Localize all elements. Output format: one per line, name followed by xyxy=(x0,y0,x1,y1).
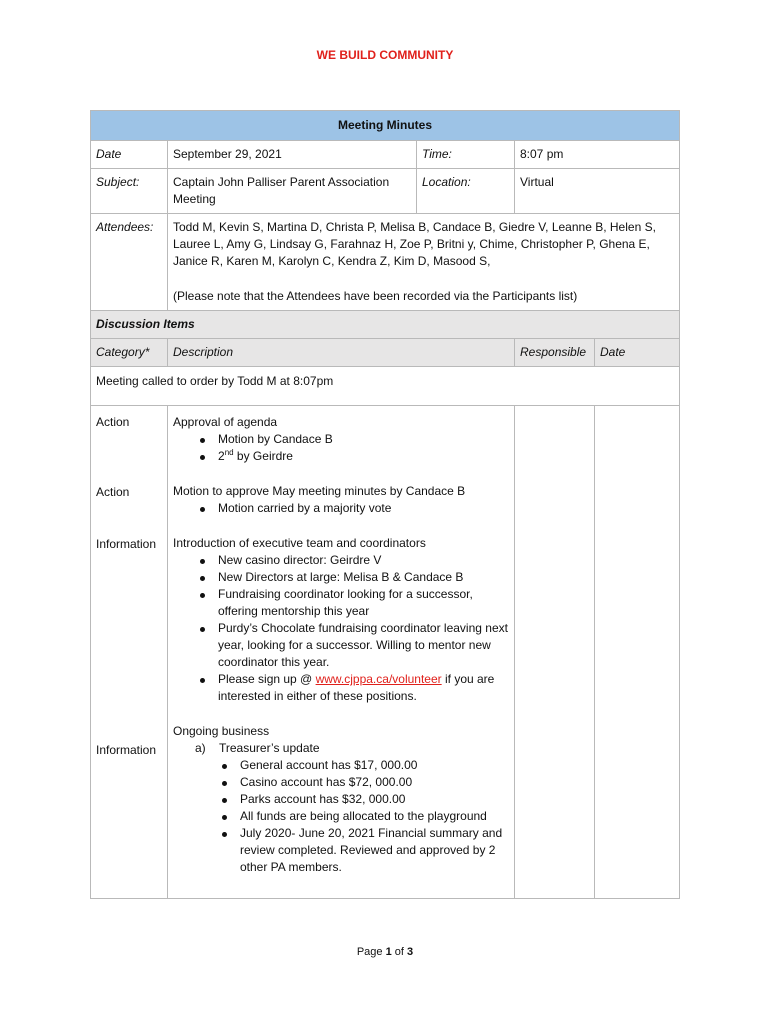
location-value: Virtual xyxy=(515,169,680,214)
col-responsible: Responsible xyxy=(515,339,595,367)
list-item: Fundraising coordinator looking for a successor, offering mentorship this year xyxy=(193,586,509,620)
called-to-order: Meeting called to order by Todd M at 8:07pm xyxy=(91,367,680,406)
list-item: New casino director: Geirdre V xyxy=(193,552,509,569)
col-date: Date xyxy=(595,339,680,367)
time-label: Time: xyxy=(417,141,515,169)
list-item: Purdy’s Chocolate fundraising coordinator leaving next year, looking for a successor. Willing to mentor new coordinator this year. xyxy=(193,620,509,671)
location-label: Location: xyxy=(417,169,515,214)
treasurer-item: a) Treasurer’s update xyxy=(195,741,320,755)
may-minutes-title: Motion to approve May meeting minutes by Candace B xyxy=(173,484,466,498)
volunteer-link[interactable]: www.cjppa.ca/volunteer xyxy=(315,672,442,686)
time-value: 8:07 pm xyxy=(515,141,680,169)
attendees-cell xyxy=(168,214,680,311)
list-item: All funds are being allocated to the playground xyxy=(215,808,509,825)
date-cell xyxy=(595,406,680,899)
agenda-list xyxy=(173,431,509,465)
meeting-minutes-table xyxy=(90,110,680,899)
category-cell xyxy=(91,406,168,899)
page-footer: Page 1 of 3 xyxy=(356,946,414,958)
list-item: Parks account has $32, 000.00 xyxy=(215,791,509,808)
category-information-1: Information xyxy=(96,537,157,551)
intro-list xyxy=(173,552,509,705)
category-action-1: Action xyxy=(96,415,130,429)
table-title: Meeting Minutes xyxy=(91,111,680,141)
list-item: Casino account has $72, 000.00 xyxy=(215,774,509,791)
subject-value: Captain John Palliser Parent Association Meeting xyxy=(168,169,417,214)
list-item: Motion carried by a majority vote xyxy=(193,500,509,517)
description-cell xyxy=(168,406,515,899)
col-description: Description xyxy=(168,339,515,367)
list-item: Motion by Candace B xyxy=(193,431,509,448)
agenda-title: Approval of agenda xyxy=(173,415,278,429)
discussion-title: Discussion Items xyxy=(91,311,680,339)
list-item: July 2020- June 20, 2021 Financial summary and review completed. Reviewed and approved by 2 other PA members. xyxy=(215,825,509,876)
org-title: WE BUILD COMMUNITY xyxy=(316,48,454,62)
list-item: New Directors at large: Melisa B & Candace B xyxy=(193,569,509,586)
date-label: Date xyxy=(91,141,168,169)
attendees-note: (Please note that the Attendees have been recorded via the Participants list) xyxy=(173,289,578,303)
col-category: Category* xyxy=(91,339,168,367)
treasurer-list xyxy=(173,757,509,876)
category-action-2: Action xyxy=(96,485,130,499)
list-item: General account has $17, 000.00 xyxy=(215,757,509,774)
list-item: Please sign up @ www.cjppa.ca/volunteer if you are interested in either of these positions. xyxy=(193,671,509,705)
ongoing-title: Ongoing business xyxy=(173,724,270,738)
responsible-cell xyxy=(515,406,595,899)
date-value: September 29, 2021 xyxy=(168,141,417,169)
category-information-2: Information xyxy=(96,743,157,757)
list-item: 2nd by Geirdre xyxy=(193,448,509,465)
subject-label: Subject: xyxy=(91,169,168,214)
attendees-label: Attendees: xyxy=(91,214,168,311)
intro-title: Introduction of executive team and coordinators xyxy=(173,536,426,550)
may-minutes-list xyxy=(173,500,509,517)
attendees-value: Todd M, Kevin S, Martina D, Christa P, Melisa B, Candace B, Giedre V, Leanne B, Helen S, Lauree L, Amy G, Lindsay G, Farahnaz H, Zoe P, Britni y, Chime, Christopher P, Ghena E, Janice R, Karen M, Karolyn C, Kendra Z, Kim D, Masood S, xyxy=(173,220,656,268)
